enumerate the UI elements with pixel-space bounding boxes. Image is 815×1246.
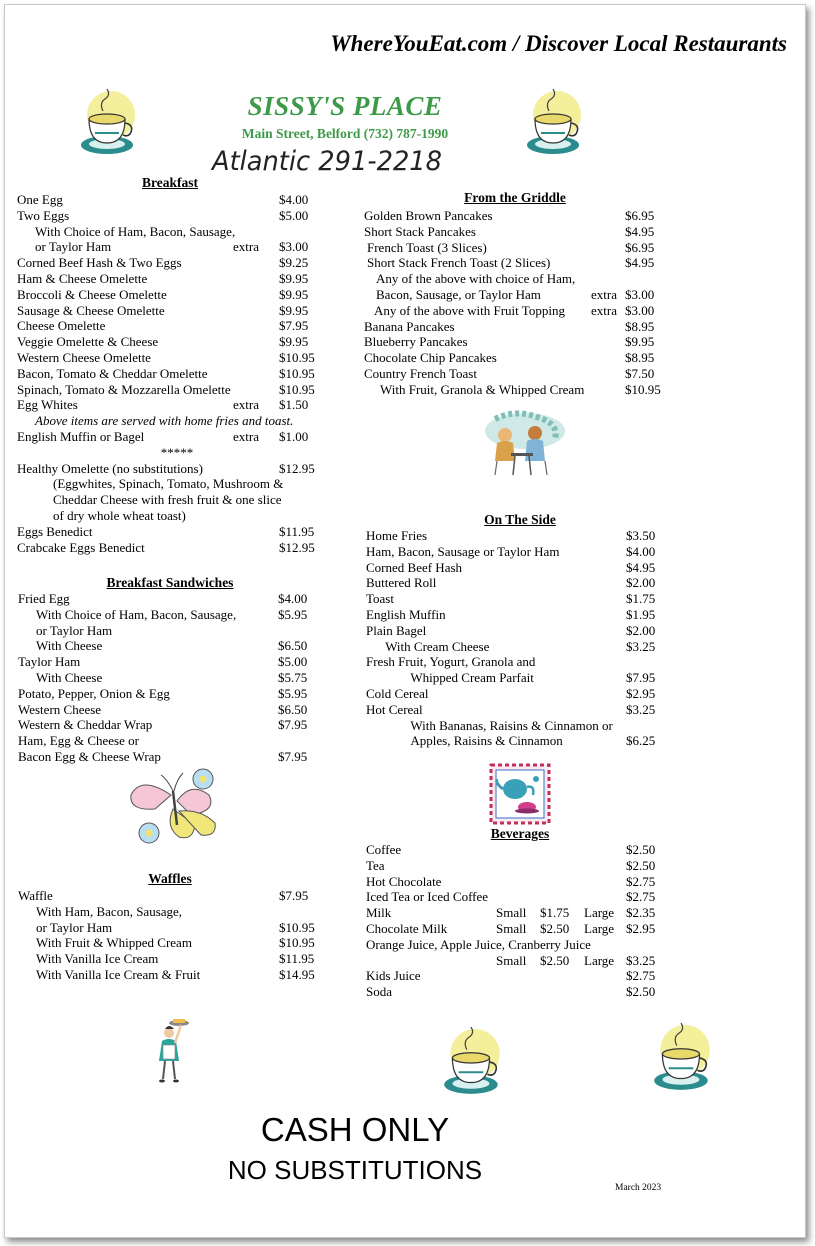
menu-row: [17, 445, 329, 461]
handwritten-phone-note: [210, 139, 450, 179]
menu-row: [364, 350, 675, 366]
menu-row: [366, 607, 676, 623]
size-small-label: Small: [496, 921, 527, 936]
item-price: $4.00: [626, 543, 656, 559]
menu-row: [364, 240, 675, 256]
section-title-waffles: Waffles: [148, 871, 192, 886]
menu-row: [18, 654, 328, 670]
item-extra-label: extra: [233, 397, 259, 413]
item-price: $2.00: [626, 575, 656, 591]
item-name: With Fruit & Whipped Cream: [36, 935, 192, 951]
item-name: Waffle: [18, 888, 53, 903]
section-title-griddle: From the Griddle: [464, 190, 566, 205]
menu-row: [17, 318, 329, 334]
size-small-price: $1.75: [540, 905, 570, 921]
item-price: $9.95: [279, 271, 309, 286]
menu-row: [366, 544, 676, 560]
item-name: Golden Brown Pancakes: [364, 208, 493, 223]
item-price: $8.95: [625, 350, 655, 366]
item-name: Cheddar Cheese with fresh fruit & one slice: [53, 492, 282, 508]
menu-row: [17, 540, 329, 556]
item-price: $1.50: [279, 397, 309, 413]
item-name: Bacon, Tomato & Cheddar Omelette: [17, 365, 208, 381]
item-name: Western Cheese Omelette: [17, 350, 151, 365]
menu-row: [17, 508, 329, 524]
teacup-icon: [647, 1023, 717, 1095]
waitress-illustration: [149, 1017, 193, 1085]
item-name: Cheese Omelette: [17, 318, 106, 334]
menu-row: [364, 208, 675, 224]
menu-row: [366, 874, 676, 890]
item-name: Western Cheese: [18, 701, 102, 717]
size-large-label: Large: [584, 921, 615, 936]
item-price: $3.25: [626, 952, 656, 968]
section-title-sandwiches: Breakfast Sandwiches: [106, 575, 234, 590]
menu-row: [364, 224, 675, 240]
menu-row: [364, 366, 675, 382]
menu-row: [366, 953, 676, 969]
item-name: Kids Juice: [366, 968, 421, 984]
menu-row: [18, 623, 328, 639]
menu-row: [18, 591, 328, 607]
item-price: $4.00: [279, 192, 309, 207]
item-name: Any of the above with Fruit Topping: [374, 302, 565, 318]
menu-row: [366, 654, 676, 670]
menu-row: [18, 920, 329, 936]
section-title-breakfast: Breakfast: [142, 175, 198, 190]
item-name: Orange Juice, Apple Juice, Cranberry Juice: [366, 936, 591, 952]
menu-row: [17, 271, 329, 287]
item-price: $4.95: [625, 255, 655, 271]
item-price: $3.00: [279, 239, 309, 255]
menu-row: [366, 639, 676, 655]
menu-row: [17, 366, 329, 382]
item-name: Western & Cheddar Wrap: [18, 717, 153, 733]
item-name: Milk: [366, 905, 392, 921]
menu-row: [364, 255, 675, 271]
item-price: $9.95: [625, 334, 655, 350]
item-price: $10.95: [279, 935, 315, 951]
menu-row: [18, 670, 328, 686]
menu-row: [18, 702, 328, 718]
item-price: $7.95: [278, 749, 308, 764]
item-price: $2.35: [626, 905, 656, 921]
item-name: Fried Egg: [18, 591, 70, 606]
menu-row: [17, 239, 329, 255]
size-large-label: Large: [584, 952, 615, 968]
menu-row: [17, 287, 329, 303]
menu-row: [17, 429, 329, 445]
item-price: $6.95: [625, 239, 655, 255]
item-price: $7.95: [278, 717, 308, 733]
item-price: $3.00: [625, 287, 655, 302]
item-name: With Vanilla Ice Cream & Fruit: [36, 967, 201, 982]
menu-row: [366, 905, 676, 921]
item-name: With Cream Cheese: [385, 638, 490, 654]
teapot-tile-illustration: [489, 763, 551, 825]
item-price: $10.95: [279, 350, 315, 365]
item-name: With Fruit, Granola & Whipped Cream: [380, 381, 585, 397]
item-name: Spinach, Tomato & Mozzarella Omelette: [17, 381, 231, 397]
menu-row: [18, 904, 329, 920]
item-price: $10.95: [279, 365, 315, 381]
item-price: $11.95: [279, 523, 315, 539]
size-small-label: Small: [496, 952, 527, 968]
menu-row: [17, 350, 329, 366]
item-name: One Egg: [17, 192, 63, 207]
teacup-icon: [521, 89, 587, 159]
menu-row: [17, 524, 329, 540]
item-name: With Choice of Ham, Bacon, Sausage,: [35, 223, 236, 239]
menu-row: [366, 623, 676, 639]
item-price: $10.95: [279, 919, 315, 935]
menu-row: [17, 334, 329, 350]
item-price: $14.95: [279, 967, 315, 982]
item-name: Short Stack Pancakes: [364, 223, 476, 239]
menu-row: [364, 303, 675, 319]
menu-row: [364, 271, 675, 287]
item-price: $4.95: [625, 223, 655, 239]
item-price: $6.50: [278, 638, 308, 654]
item-name: or Taylor Ham: [35, 239, 112, 255]
item-name: Crabcake Eggs Benedict: [17, 539, 145, 555]
size-small-label: Small: [496, 905, 527, 921]
handwritten-phone-text: Atlantic 291-2218: [210, 146, 442, 177]
butterfly-flowers-illustration: [121, 765, 231, 847]
item-name: Buttered Roll: [366, 575, 437, 591]
item-price: $7.50: [625, 366, 655, 381]
menu-row: [17, 208, 329, 224]
item-price: $2.75: [626, 968, 656, 984]
cash-only-notice: CASH ONLY: [260, 1111, 450, 1148]
item-price: $4.00: [278, 591, 308, 606]
menu-date: March 2023: [615, 1183, 662, 1193]
menu-row: [18, 935, 329, 951]
restaurant-address: Main Street, Belford (732) 787-1990: [241, 126, 449, 141]
size-small-price: $2.50: [540, 921, 570, 936]
teacup-icon: [437, 1027, 507, 1099]
item-name: Ham, Bacon, Sausage or Taylor Ham: [366, 543, 560, 559]
item-price: $9.25: [279, 255, 309, 271]
item-name: Fresh Fruit, Yogurt, Granola and: [366, 654, 536, 670]
menu-row: [17, 461, 329, 477]
item-price: $2.75: [626, 889, 656, 905]
item-extra-label: extra: [591, 287, 617, 302]
item-name: Broccoli & Cheese Omelette: [17, 286, 167, 302]
item-name: With Cheese: [36, 638, 103, 654]
menu-row: [18, 888, 329, 904]
item-name: Veggie Omelette & Cheese: [17, 334, 159, 350]
menu-row: [17, 382, 329, 398]
item-price: $7.95: [279, 318, 309, 334]
item-name: With Ham, Bacon, Sausage,: [36, 903, 183, 919]
menu-row: [18, 638, 328, 654]
diner-people-illustration: [475, 409, 567, 479]
item-name: Ham, Egg & Cheese or: [18, 733, 139, 749]
menu-row: [366, 968, 676, 984]
item-price: $7.95: [279, 888, 309, 903]
item-price: $8.95: [625, 318, 655, 334]
item-name: Home Fries: [366, 528, 428, 543]
item-name: of dry whole wheat toast): [53, 508, 186, 523]
size-large-label: Large: [584, 905, 615, 921]
menu-row: [17, 255, 329, 271]
item-extra-label: extra: [233, 239, 259, 255]
menu-row: [364, 287, 675, 303]
size-small-price: $2.50: [540, 952, 570, 968]
item-price: $12.95: [279, 539, 315, 555]
item-price: $3.50: [626, 528, 656, 543]
menu-row: [18, 607, 328, 623]
item-name: Iced Tea or Iced Coffee: [366, 889, 489, 905]
item-name: Above items are served with home fries and toast.: [35, 413, 294, 429]
item-name: Bacon Egg & Cheese Wrap: [18, 749, 161, 764]
item-name: Corned Beef Hash & Two Eggs: [17, 255, 182, 271]
item-price: $5.75: [278, 670, 308, 685]
menu-row: [366, 858, 676, 874]
item-price: $6.50: [278, 701, 308, 717]
item-price: $2.50: [626, 984, 656, 1000]
item-price: $2.75: [626, 873, 656, 889]
menu-row: [366, 702, 676, 718]
item-name: Eggs Benedict: [17, 523, 93, 539]
menu-row: [18, 967, 329, 983]
item-name: Plain Bagel: [366, 622, 427, 638]
item-name: Two Eggs: [17, 207, 70, 223]
item-name: English Muffin: [366, 607, 446, 622]
menu-row: [366, 889, 676, 905]
menu-row: [17, 397, 329, 413]
item-price: $1.75: [626, 591, 656, 607]
item-price: $5.95: [278, 685, 308, 701]
item-name: With Choice of Ham, Bacon, Sausage,: [36, 606, 237, 622]
section-title-beverages: Beverages: [490, 826, 550, 841]
menu-row: [364, 319, 675, 335]
item-price: $6.25: [626, 733, 656, 749]
menu-row: [18, 951, 329, 967]
item-price: $4.95: [626, 559, 656, 575]
item-name: Country French Toast: [364, 366, 477, 381]
menu-row: [366, 842, 676, 858]
item-price: $2.95: [626, 921, 656, 936]
menu-row: [366, 984, 676, 1000]
menu-row: [366, 718, 676, 734]
menu-row: [364, 382, 675, 398]
section-title-side: On The Side: [484, 512, 556, 527]
item-name: Chocolate Milk: [366, 921, 448, 936]
item-price: $10.95: [625, 381, 661, 397]
menu-row: [366, 937, 676, 953]
item-name: French Toast (3 Slices): [367, 239, 487, 255]
no-substitutions-notice: NO SUBSTITUTIONS: [227, 1155, 483, 1185]
item-price: $6.95: [625, 208, 655, 223]
menu-row: [17, 303, 329, 319]
item-name: Sausage & Cheese Omelette: [17, 302, 165, 318]
item-price: $1.00: [279, 429, 309, 444]
menu-row: [18, 733, 328, 749]
item-price: $10.95: [279, 381, 315, 397]
item-name: With Bananas, Raisins & Cinnamon or: [410, 717, 613, 733]
item-name: Healthy Omelette (no substitutions): [17, 460, 203, 476]
menu-row: [366, 560, 676, 576]
item-price: $2.50: [626, 857, 656, 873]
menu-row: [366, 921, 676, 937]
item-price: $9.95: [279, 334, 309, 350]
item-price: $12.95: [279, 460, 315, 476]
menu-row: [17, 476, 329, 492]
item-name: Chocolate Chip Pancakes: [364, 350, 497, 366]
item-price: $2.95: [626, 686, 656, 701]
menu-row: [17, 492, 329, 508]
item-name: With Vanilla Ice Cream: [36, 951, 159, 967]
item-price: $5.00: [279, 207, 309, 223]
item-name: Whipped Cream Parfait: [410, 670, 534, 686]
item-price: $9.95: [279, 286, 309, 302]
item-name: With Cheese: [36, 670, 103, 685]
item-name: or Taylor Ham: [36, 919, 113, 935]
item-price: $7.95: [626, 670, 656, 686]
menu-row: [17, 413, 329, 429]
item-price: $2.00: [626, 622, 656, 638]
menu-page: [4, 4, 806, 1238]
menu-row: [17, 224, 329, 240]
item-name: Cold Cereal: [366, 686, 429, 701]
item-name: Taylor Ham: [18, 654, 81, 670]
item-name: Toast: [366, 591, 394, 607]
item-name: Short Stack French Toast (2 Slices): [367, 255, 551, 271]
menu-row: [18, 717, 328, 733]
menu-row: [366, 528, 676, 544]
item-name: Apples, Raisins & Cinnamon: [410, 733, 563, 749]
menu-row: [366, 733, 676, 749]
item-name: Banana Pancakes: [364, 318, 455, 334]
item-name: Corned Beef Hash: [366, 559, 463, 575]
item-price: $2.50: [626, 842, 656, 857]
item-name: Hot Chocolate: [366, 873, 442, 889]
item-name: Any of the above with choice of Ham,: [376, 271, 576, 287]
teacup-icon: [75, 89, 141, 159]
item-price: $11.95: [279, 951, 315, 967]
item-name: Coffee: [366, 842, 402, 857]
item-extra-label: extra: [233, 429, 259, 444]
item-price: $3.25: [626, 701, 656, 717]
item-price: $5.95: [278, 606, 308, 622]
menu-row: [18, 686, 328, 702]
item-name: Bacon, Sausage, or Taylor Ham: [376, 287, 541, 302]
item-name: Potato, Pepper, Onion & Egg: [18, 685, 170, 701]
site-banner: WhereYouEat.com / Discover Local Restaurants: [330, 31, 787, 56]
item-name: Ham & Cheese Omelette: [17, 271, 148, 286]
item-name: Hot Cereal: [366, 701, 423, 717]
item-name: English Muffin or Bagel: [17, 429, 145, 444]
menu-row: [366, 591, 676, 607]
item-price: $1.95: [626, 607, 656, 622]
menu-row: [17, 192, 329, 208]
item-name: or Taylor Ham: [36, 622, 113, 638]
item-price: $3.25: [626, 638, 656, 654]
item-price: $5.00: [278, 654, 308, 670]
item-name: Blueberry Pancakes: [364, 334, 468, 350]
item-name: Egg Whites: [17, 397, 78, 413]
item-price: $3.00: [625, 302, 655, 318]
item-name: Tea: [366, 857, 385, 873]
restaurant-name: SISSY'S PLACE: [247, 91, 443, 121]
item-name: Soda: [366, 984, 392, 1000]
item-name: (Eggwhites, Spinach, Tomato, Mushroom &: [53, 476, 284, 492]
item-price: $9.95: [279, 302, 309, 318]
item-extra-label: extra: [591, 302, 617, 318]
menu-row: [364, 334, 675, 350]
menu-row: [366, 686, 676, 702]
menu-row: [366, 575, 676, 591]
item-name: *****: [160, 444, 194, 460]
menu-row: [366, 670, 676, 686]
menu-row: [18, 749, 328, 765]
